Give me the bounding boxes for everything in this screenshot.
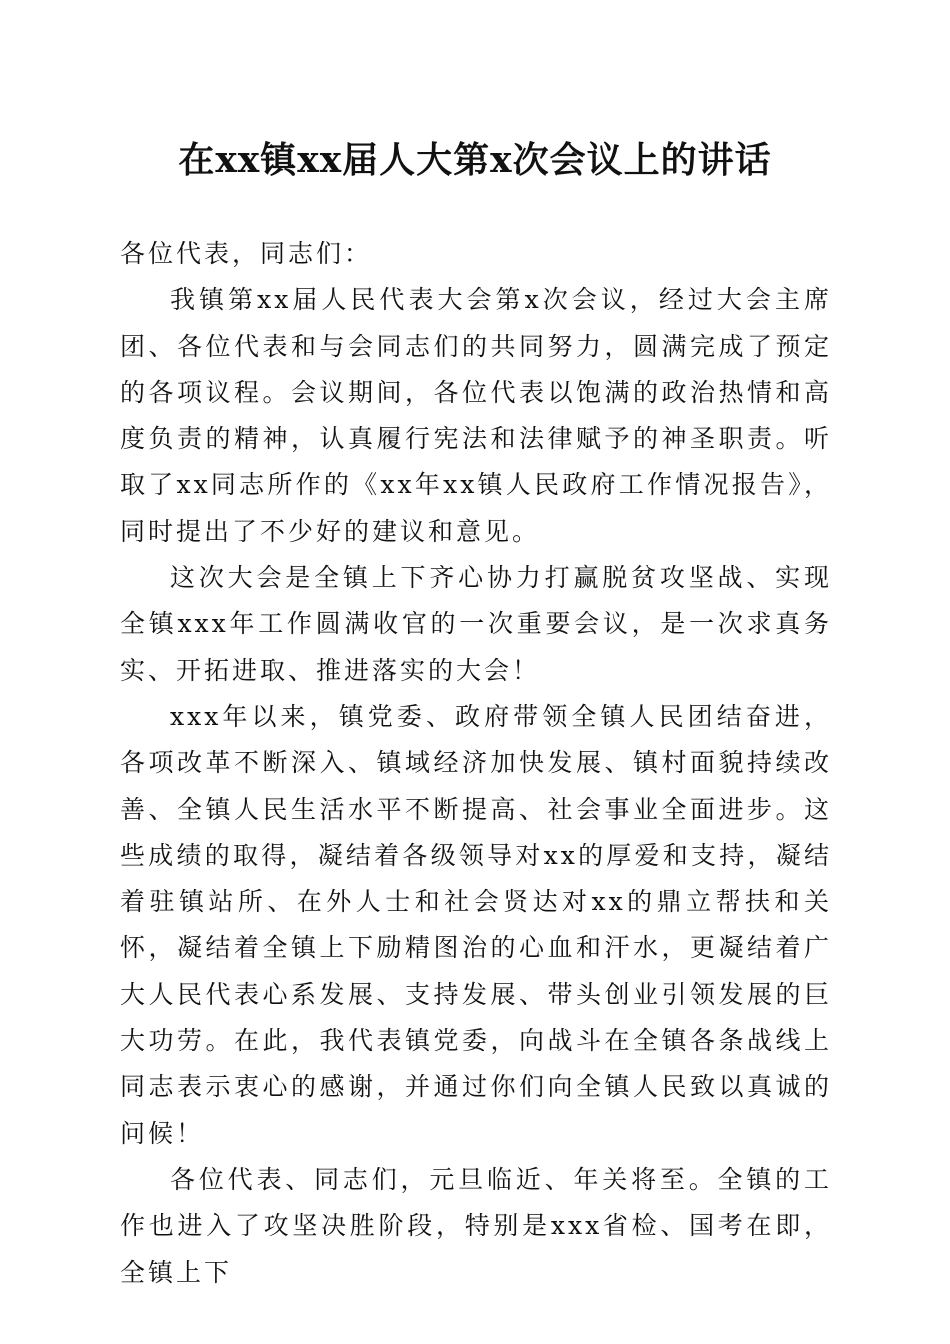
document-body: [120, 231, 832, 1296]
paragraph-1: 我镇第xx届人民代表大会第x次会议，经过大会主席团、各位代表和与会同志们的共同努力，圆满完成了预定的各项议程。会议期间，各位代表以饱满的政治热情和高度负责的精神，认真履行宪法和法律赋予的神圣职责。听取了xx同志所作的《xx年xx镇人民政府工作情况报告》，同时提出了不少好的建议和意见。: [120, 285, 832, 546]
document-title: 在xx镇xx届人大第x次会议上的讲话: [178, 139, 772, 181]
paragraph-3: xxx年以来，镇党委、政府带领全镇人民团结奋进，各项改革不断深入、镇域经济加快发展、镇村面貌持续改善、全镇人民生活水平不断提高、社会事业全面进步。这些成绩的取得，凝结着各级领导对xx的厚爱和支持，凝结着驻镇站所、在外人士和社会贤达对xx的鼎立帮扶和关怀，凝结着全镇上下励精图治的心血和汗水，更凝结着广大人民代表心系发展、支持发展、带头创业引领发展的巨大功劳。在此，我代表镇党委，向战斗在全镇各条战线上同志表示衷心的感谢，并通过你们向全镇人民致以真诚的问候！: [120, 701, 832, 1148]
paragraph-2: 这次大会是全镇上下齐心协力打赢脱贫攻坚战、实现全镇xxx年工作圆满收官的一次重要会议，是一次求真务实、开拓进取、推进落实的大会！: [120, 563, 832, 685]
paragraph-4: 各位代表、同志们，元旦临近、年关将至。全镇的工作也进入了攻坚决胜阶段，特别是xxx省检、国考在即，全镇上下: [120, 1164, 832, 1287]
salutation: 各位代表，同志们：: [120, 239, 373, 268]
